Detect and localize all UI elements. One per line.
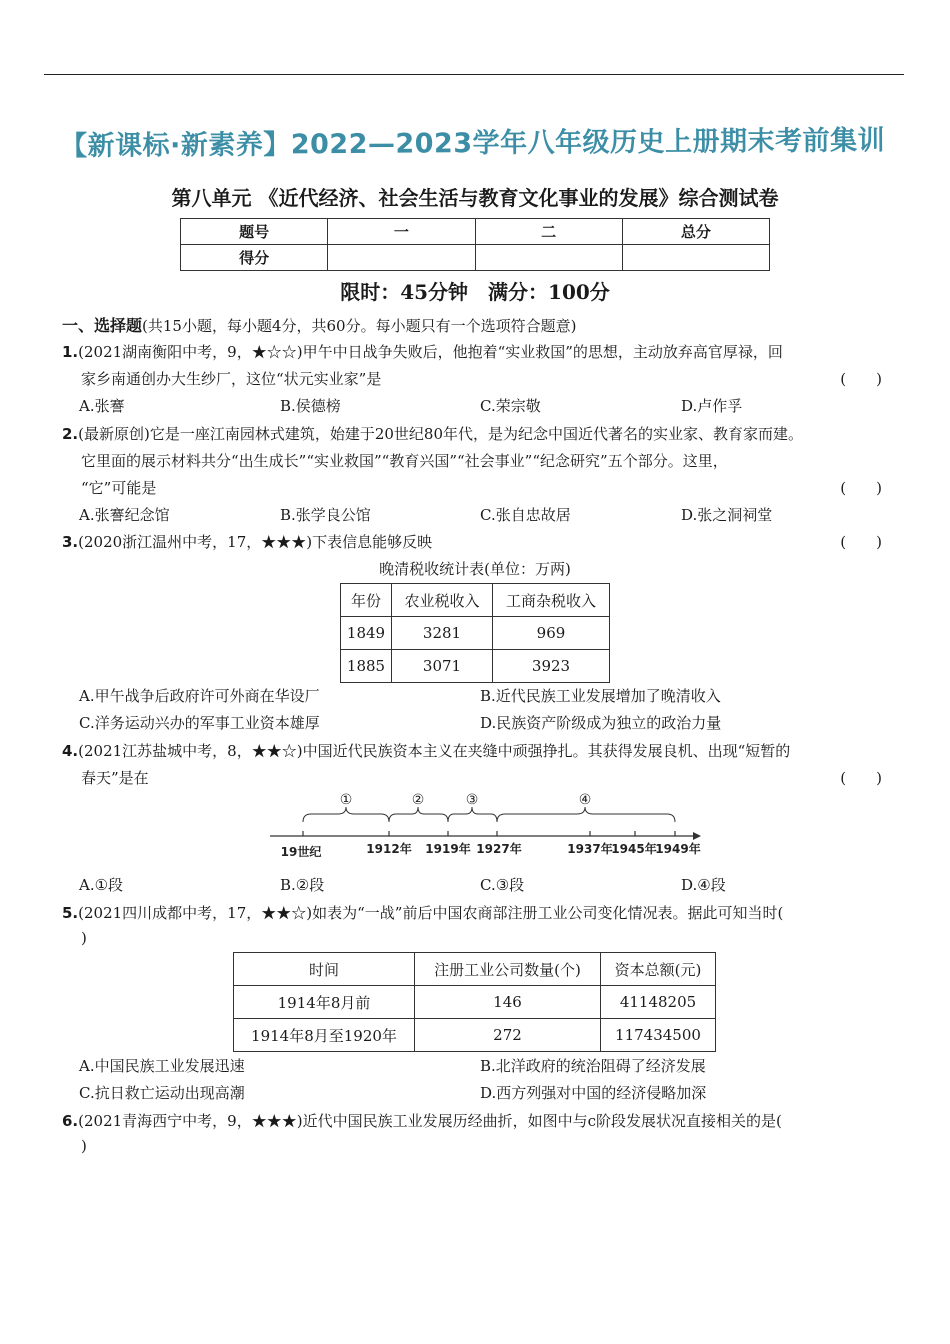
option-a[interactable]: A.甲午战争后政府许可外商在华设厂 bbox=[79, 687, 320, 705]
table-cell: 41148205 bbox=[601, 986, 716, 1019]
option-c[interactable]: C.洋务运动兴办的军事工业资本雄厚 bbox=[79, 714, 320, 732]
question-number: 2. bbox=[62, 425, 79, 443]
table-row bbox=[234, 986, 716, 1019]
table-cell: 146 bbox=[415, 986, 601, 1019]
option-c[interactable]: C.张自忠故居 bbox=[480, 506, 571, 524]
option-b[interactable]: B.②段 bbox=[280, 876, 325, 894]
timeline-label: 19世纪 bbox=[280, 845, 322, 859]
arrow-icon bbox=[693, 832, 701, 840]
table-header-row bbox=[341, 584, 610, 617]
segment-label: ② bbox=[411, 792, 425, 808]
answer-blank[interactable]: ( ) bbox=[840, 533, 882, 551]
option-d[interactable]: D.④段 bbox=[681, 876, 726, 894]
option-d[interactable]: D.民族资产阶级成为独立的政治力量 bbox=[480, 714, 722, 732]
table-cell: 3281 bbox=[392, 617, 493, 650]
table-header-cell: 注册工业公司数量(个) bbox=[415, 953, 601, 986]
question-number: 4. bbox=[62, 742, 79, 760]
question-5-line-2[interactable]: ) bbox=[81, 929, 87, 947]
table-cell: 1914年8月前 bbox=[234, 986, 415, 1019]
score-table bbox=[180, 218, 770, 271]
company-table bbox=[233, 952, 716, 1052]
exam-subtitle: 第八单元 《近代经济、社会生活与教育文化事业的发展》综合测试卷 bbox=[171, 186, 779, 210]
score-header-cell: 一 bbox=[328, 219, 475, 245]
question-6-line-2[interactable]: ) bbox=[81, 1137, 87, 1155]
table-cell: 1885 bbox=[341, 650, 392, 683]
table-header-cell: 时间 bbox=[234, 953, 415, 986]
section-desc: (共15小题，每小题4分，共60分。每小题只有一个选项符合题意) bbox=[142, 317, 577, 335]
segment-label: ④ bbox=[578, 792, 592, 808]
segment-label: ① bbox=[339, 792, 353, 808]
segment-brace bbox=[497, 807, 675, 822]
table-header-row bbox=[234, 953, 716, 986]
option-d[interactable]: D.张之洞祠堂 bbox=[681, 506, 773, 524]
table-cell: 272 bbox=[415, 1019, 601, 1052]
banner-title: 【新课标·新素养】2022—2023学年八年级历史上册期末考前集训 bbox=[59, 125, 886, 162]
table-cell: 3923 bbox=[493, 650, 610, 683]
option-b[interactable]: B.北洋政府的统治阻碍了经济发展 bbox=[480, 1057, 706, 1075]
question-1-line-2: 家乡南通创办大生纱厂，这位“状元实业家”是 bbox=[81, 370, 382, 388]
score-header-cell: 二 bbox=[475, 219, 622, 245]
question-text: (2020浙江温州中考，17，★★★)下表信息能够反映 bbox=[78, 533, 433, 551]
question-4-line-1 bbox=[62, 740, 790, 761]
answer-blank[interactable]: ( ) bbox=[840, 370, 882, 388]
option-c[interactable]: C.③段 bbox=[480, 876, 525, 894]
table-cell: 1849 bbox=[341, 617, 392, 650]
score-header-cell: 题号 bbox=[181, 219, 328, 245]
top-rule bbox=[44, 74, 904, 75]
question-number: 1. bbox=[62, 343, 79, 361]
table-cell: 1914年8月至1920年 bbox=[234, 1019, 415, 1052]
table-row bbox=[341, 650, 610, 683]
question-5-line-1 bbox=[62, 902, 783, 923]
section-title: 一、选择题 bbox=[62, 316, 143, 335]
timeline-label: 1912年 bbox=[366, 842, 412, 856]
option-c[interactable]: C.荣宗敬 bbox=[480, 397, 541, 415]
table-cell: 117434500 bbox=[601, 1019, 716, 1052]
score-cell-empty[interactable] bbox=[475, 245, 622, 271]
timeline-label: 1937年 bbox=[567, 842, 613, 856]
question-text: (2021青海西宁中考，9，★★★)近代中国民族工业发展历经曲折，如图中与c阶段发展状况直接相关的是( bbox=[78, 1112, 782, 1130]
option-a[interactable]: A.中国民族工业发展迅速 bbox=[79, 1057, 245, 1075]
option-b[interactable]: B.张学良公馆 bbox=[280, 506, 371, 524]
question-number: 6. bbox=[62, 1112, 79, 1130]
question-4-line-2: 春天”是在 bbox=[81, 769, 149, 787]
question-6-line-1 bbox=[62, 1110, 782, 1131]
segment-brace bbox=[389, 807, 448, 822]
question-1-line-1 bbox=[62, 341, 783, 362]
score-header-cell: 总分 bbox=[622, 219, 769, 245]
score-table-header bbox=[181, 219, 770, 245]
score-table-row bbox=[181, 245, 770, 271]
table-header-cell: 工商杂税收入 bbox=[493, 584, 610, 617]
section-heading bbox=[62, 313, 576, 336]
answer-blank[interactable]: ( ) bbox=[840, 479, 882, 497]
option-a[interactable]: A.张謇 bbox=[79, 397, 125, 415]
score-cell-empty[interactable] bbox=[622, 245, 769, 271]
table-header-cell: 年份 bbox=[341, 584, 392, 617]
tax-table bbox=[340, 583, 610, 683]
question-text: (最新原创)它是一座江南园林式建筑，始建于20世纪80年代，是为纪念中国近代著名的实业家、教育家而建。 bbox=[78, 425, 804, 443]
question-2-line-1 bbox=[62, 423, 803, 444]
timeline-label: 1949年 bbox=[655, 842, 701, 856]
segment-brace bbox=[448, 807, 497, 822]
question-number: 3. bbox=[62, 533, 79, 551]
score-row-label: 得分 bbox=[181, 245, 328, 271]
timeline-label: 1945年 bbox=[611, 842, 657, 856]
question-text: (2021江苏盐城中考，8，★★☆)中国近代民族资本主义在夹缝中顽强挣扎。其获得发展良机、出现“短暂的 bbox=[78, 742, 791, 760]
timeline-label: 1919年 bbox=[425, 842, 471, 856]
option-c[interactable]: C.抗日救亡运动出现高潮 bbox=[79, 1084, 245, 1102]
score-cell-empty[interactable] bbox=[328, 245, 475, 271]
time-limit: 限时：45分钟 满分：100分 bbox=[340, 280, 610, 304]
option-d[interactable]: D.西方列强对中国的经济侵略加深 bbox=[480, 1084, 707, 1102]
table-header-cell: 农业税收入 bbox=[392, 584, 493, 617]
segment-brace bbox=[303, 807, 389, 822]
table-row bbox=[341, 617, 610, 650]
question-text: (2021四川成都中考，17，★★☆)如表为“一战”前后中国农商部注册工业公司变化情况表。据此可知当时( bbox=[78, 904, 784, 922]
question-2-line-2: 它里面的展示材料共分“出生成长”“实业救国”“教育兴国”“社会事业”“纪念研究”五个部分。这里， bbox=[81, 452, 728, 470]
option-b[interactable]: B.侯德榜 bbox=[280, 397, 341, 415]
table-row bbox=[234, 1019, 716, 1052]
option-a[interactable]: A.①段 bbox=[79, 876, 124, 894]
question-3-line-1 bbox=[62, 531, 432, 552]
timeline-label: 1927年 bbox=[476, 842, 522, 856]
table-cell: 969 bbox=[493, 617, 610, 650]
option-d[interactable]: D.卢作孚 bbox=[681, 397, 743, 415]
timeline-diagram bbox=[265, 790, 705, 865]
option-a[interactable]: A.张謇纪念馆 bbox=[79, 506, 170, 524]
segment-label: ③ bbox=[465, 792, 479, 808]
question-text: (2021湖南衡阳中考，9，★☆☆)甲午中日战争失败后，他抱着“实业救国”的思想，主动放弃高官厚禄，回 bbox=[78, 343, 783, 361]
table-header-cell: 资本总额(元) bbox=[601, 953, 716, 986]
option-b[interactable]: B.近代民族工业发展增加了晚清收入 bbox=[480, 687, 721, 705]
answer-blank[interactable]: ( ) bbox=[840, 769, 882, 787]
question-2-line-3: “它”可能是 bbox=[81, 479, 157, 497]
table-caption: 晚清税收统计表(单位：万两) bbox=[379, 560, 571, 578]
table-cell: 3071 bbox=[392, 650, 493, 683]
question-number: 5. bbox=[62, 904, 79, 922]
